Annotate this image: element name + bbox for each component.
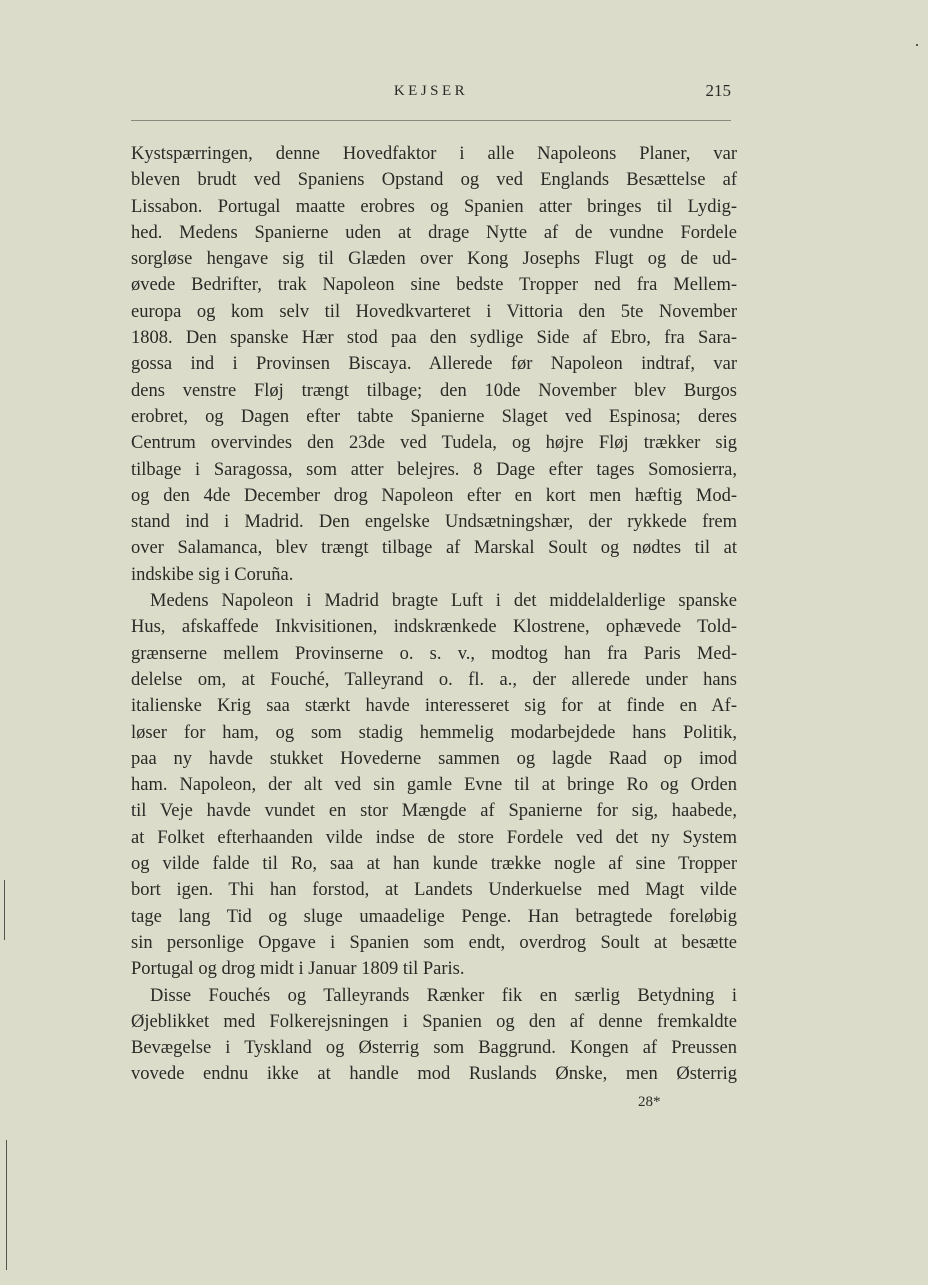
text-line: løser for ham, og som stadig hemmelig modarbejdede hans Politik, xyxy=(131,722,737,743)
text-line: Øjeblikket med Folkerejsningen i Spanien og den af denne fremkaldte xyxy=(131,1011,737,1032)
scan-edge-mark xyxy=(6,1140,7,1270)
text-line: Hus, afskaffede Inkvisitionen, indskrænkede Klostrene, ophævede Told- xyxy=(131,617,737,638)
text-line: Kystspærringen, denne Hovedfaktor i alle Napoleons Planer, var xyxy=(131,144,737,164)
text-line: indskibe sig i Coruña. xyxy=(131,564,294,585)
running-title: KEJSER xyxy=(393,83,469,99)
text-line: Centrum overvindes den 23de ved Tudela, og højre Fløj trækker sig xyxy=(131,433,737,454)
text-line: italienske Krig saa stærkt havde interesseret sig for at finde en Af- xyxy=(131,696,737,717)
text-line: europa og kom selv til Hovedkvarteret i Vittoria den 5te November xyxy=(131,301,737,322)
scan-edge-mark xyxy=(916,44,918,46)
text-line: delelse om, at Fouché, Talleyrand o. fl. a., der allerede under hans xyxy=(131,669,737,690)
text-line: over Salamanca, blev trængt tilbage af Marskal Soult og nødtes til at xyxy=(131,538,737,559)
page-number: 215 xyxy=(705,81,731,100)
text-line: bleven brudt ved Spaniens Opstand og ved Englands Besættelse af xyxy=(131,170,737,191)
text-line: øvede Bedrifter, trak Napoleon sine bedste Tropper ned fra Mellem- xyxy=(131,275,737,296)
text-line: Medens Napoleon i Madrid bragte Luft i det middelalderlige spanske xyxy=(150,591,737,612)
signature-mark: 28* xyxy=(638,1094,661,1110)
text-line: vovede endnu ikke at handle mod Ruslands Ønske, men Østerrig xyxy=(131,1064,737,1085)
text-line: ham. Napoleon, der alt ved sin gamle Evne til at bringe Ro og Orden xyxy=(131,775,737,796)
text-line: Portugal og drog midt i Januar 1809 til Paris. xyxy=(131,959,465,980)
text-line: tage lang Tid og sluge umaadelige Penge. Han betragtede foreløbig xyxy=(131,906,737,927)
text-line: Disse Fouchés og Talleyrands Rænker fik en særlig Betydning i xyxy=(150,985,737,1006)
text-line: sin personlige Opgave i Spanien som endt, overdrog Soult at besætte xyxy=(131,932,737,953)
text-line: 1808. Den spanske Hær stod paa den sydlige Side af Ebro, fra Sara- xyxy=(131,328,737,349)
header-rule xyxy=(131,120,731,121)
text-line: erobret, og Dagen efter tabte Spanierne Slaget ved Espinosa; deres xyxy=(131,406,737,427)
text-line: og vilde falde til Ro, saa at han kunde trække nogle af sine Tropper xyxy=(131,854,737,875)
text-line: gossa ind i Provinsen Biscaya. Allerede før Napoleon indtraf, var xyxy=(131,354,737,375)
body-text xyxy=(131,141,737,1088)
page-header xyxy=(131,80,731,104)
text-line: Lissabon. Portugal maatte erobres og Spanien atter bringes til Lydig- xyxy=(131,196,737,217)
text-line: hed. Medens Spanierne uden at drage Nytte af de vundne Fordele xyxy=(131,222,737,243)
text-line: og den 4de December drog Napoleon efter en kort men hæftig Mod- xyxy=(131,485,737,506)
text-line: dens venstre Fløj trængt tilbage; den 10de November blev Burgos xyxy=(131,380,737,401)
text-line: tilbage i Saragossa, som atter belejres. 8 Dage efter tages Somosierra, xyxy=(131,459,737,480)
scan-edge-mark xyxy=(4,880,5,940)
text-line: paa ny havde stukket Hovederne sammen og lagde Raad op imod xyxy=(131,748,737,769)
text-line: stand ind i Madrid. Den engelske Undsætningshær, der rykkede frem xyxy=(131,512,737,533)
text-line: Bevægelse i Tyskland og Østerrig som Baggrund. Kongen af Preussen xyxy=(131,1038,737,1059)
text-line: grænserne mellem Provinserne o. s. v., modtog han fra Paris Med- xyxy=(131,643,737,664)
text-line: til Veje havde vundet en stor Mængde af Spanierne for sig, haabede, xyxy=(131,801,737,822)
text-line: at Folket efterhaanden vilde indse de store Fordele ved det ny System xyxy=(131,827,737,848)
text-line: bort igen. Thi han forstod, at Landets Underkuelse med Magt vilde xyxy=(131,880,737,901)
text-line: sorgløse hengave sig til Glæden over Kong Josephs Flugt og de ud- xyxy=(131,249,737,270)
